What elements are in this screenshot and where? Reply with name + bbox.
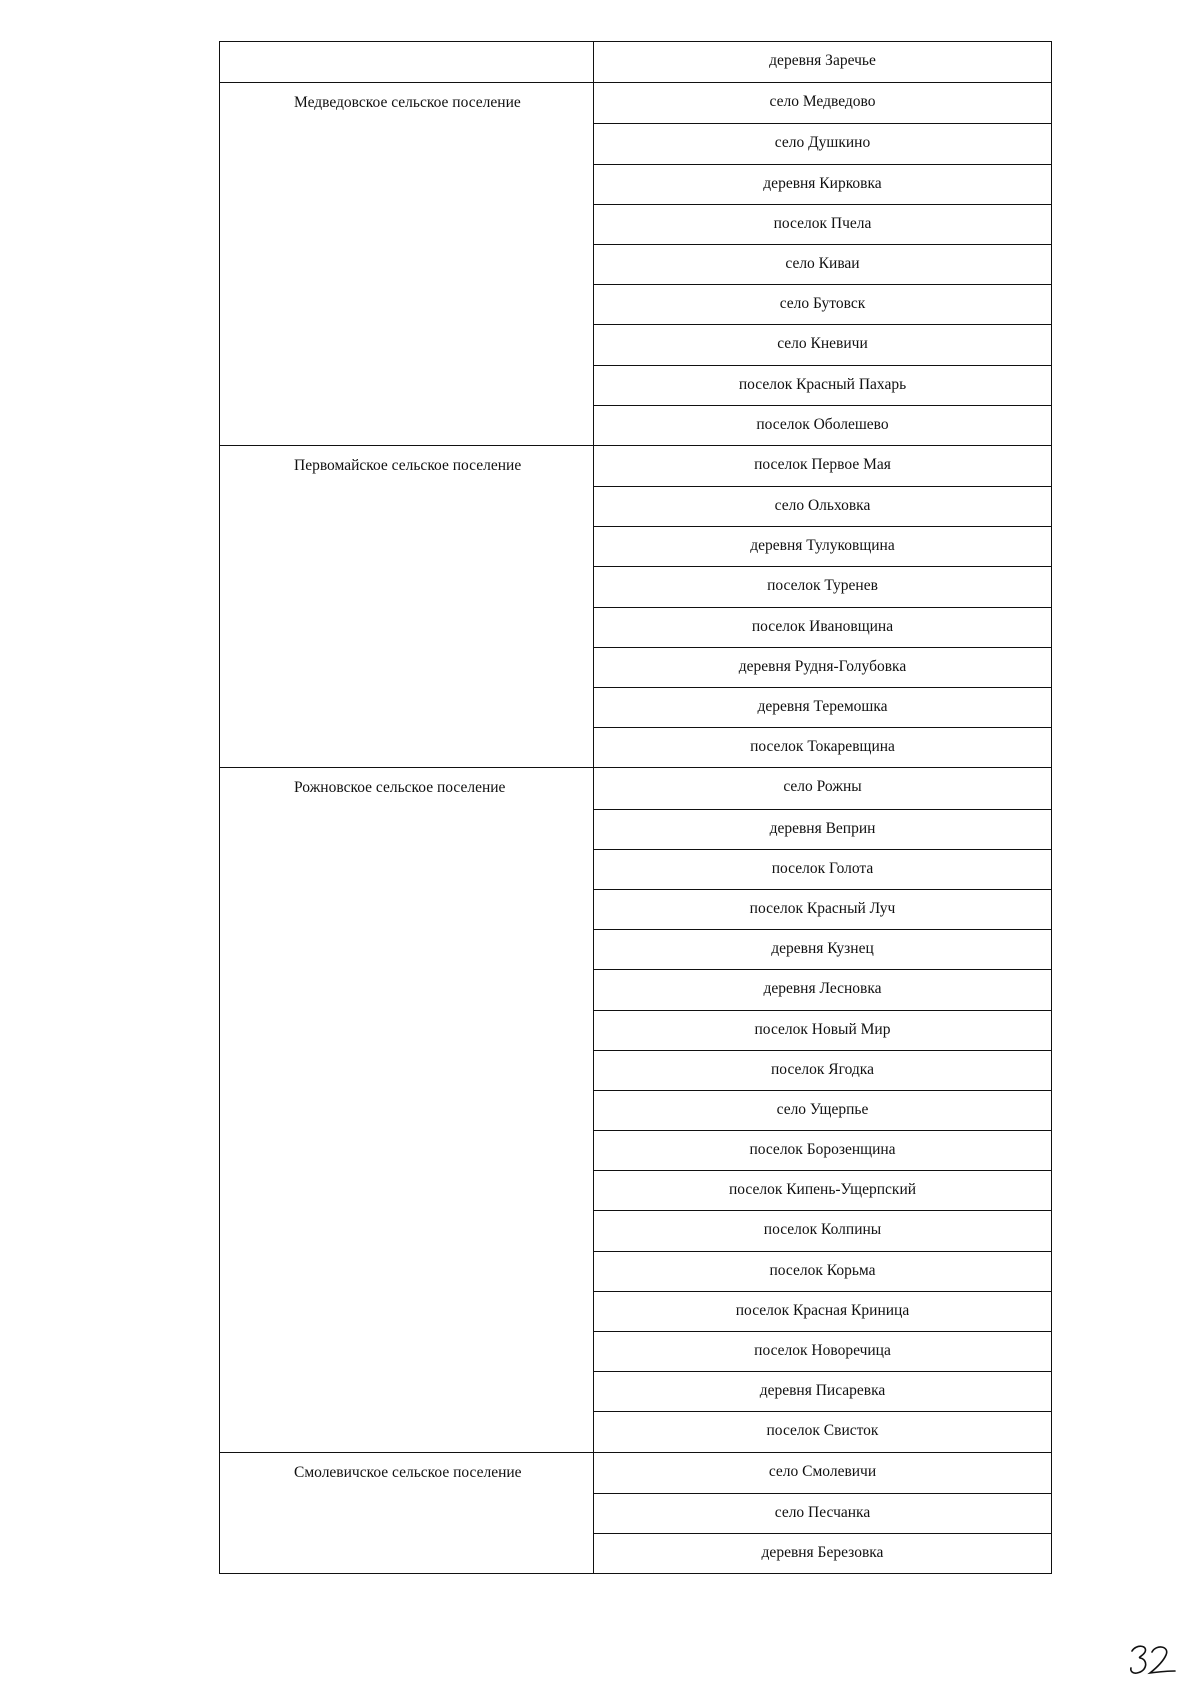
- table-block: [219, 767, 1052, 1451]
- settlement-cell: [220, 42, 594, 82]
- locality-cell: поселок Токаревщина: [594, 727, 1051, 767]
- locality-cell: поселок Корьма: [594, 1251, 1051, 1291]
- locality-cell: село Песчанка: [594, 1493, 1051, 1533]
- locality-cell: поселок Пчела: [594, 204, 1051, 244]
- locality-cell: село Душкино: [594, 123, 1051, 163]
- localities-column: [594, 1453, 1051, 1574]
- locality-cell: деревня Рудня-Голубовка: [594, 647, 1051, 687]
- locality-cell: поселок Кипень-Ущерпский: [594, 1170, 1051, 1210]
- settlement-cell: Смолевичское сельское поселение: [220, 1453, 594, 1574]
- locality-cell: село Бутовск: [594, 284, 1051, 324]
- settlement-cell: Рожновское сельское поселение: [220, 768, 594, 1451]
- table-block: [219, 41, 1052, 82]
- locality-cell: село Рожны: [783, 778, 862, 796]
- handwritten-page-number: [1128, 1640, 1178, 1680]
- locality-cell: поселок Новоречица: [594, 1331, 1051, 1371]
- locality-cell: поселок Красный Луч: [594, 889, 1051, 929]
- locality-cell: поселок Туренев: [594, 566, 1051, 606]
- locality-cell: деревня Заречье: [769, 52, 876, 69]
- locality-cell: деревня Тулуковщина: [594, 526, 1051, 566]
- locality-cell: поселок Первое Мая: [754, 455, 891, 473]
- table-block: [219, 82, 1052, 445]
- locality-cell: поселок Оболешево: [594, 405, 1051, 445]
- locality-cell: деревня Березовка: [594, 1533, 1051, 1573]
- locality-cell: поселок Новый Мир: [594, 1010, 1051, 1050]
- locality-cell: поселок Свисток: [594, 1411, 1051, 1451]
- locality-cell: деревня Кузнец: [594, 929, 1051, 969]
- locality-cell: село Смолевичи: [768, 1462, 877, 1480]
- localities-column: [594, 42, 1051, 82]
- locality-cell: поселок Ягодка: [594, 1050, 1051, 1090]
- locality-cell: поселок Борозенщина: [594, 1130, 1051, 1170]
- locality-cell: деревня Писаревка: [594, 1371, 1051, 1411]
- locality-cell: поселок Ивановщина: [594, 607, 1051, 647]
- locality-cell: село Ущерпье: [594, 1090, 1051, 1130]
- locality-cell: село Ольховка: [594, 486, 1051, 526]
- locality-cell: поселок Голота: [594, 849, 1051, 889]
- locality-cell: село Киваи: [594, 244, 1051, 284]
- table-block: [219, 1452, 1052, 1575]
- settlement-cell: Первомайское сельское поселение: [220, 446, 594, 768]
- locality-cell: деревня Кирковка: [594, 164, 1051, 204]
- localities-column: [594, 83, 1051, 445]
- localities-column: [594, 446, 1051, 768]
- locality-cell: поселок Красный Пахарь: [594, 365, 1051, 405]
- locality-cell: деревня Веприн: [594, 809, 1051, 849]
- settlements-table: [219, 41, 1052, 1574]
- settlement-cell: Медведовское сельское поселение: [220, 83, 594, 445]
- locality-cell: деревня Теремошка: [594, 687, 1051, 727]
- localities-column: [594, 768, 1051, 1451]
- locality-cell: деревня Лесновка: [594, 969, 1051, 1009]
- locality-cell: поселок Красная Криница: [594, 1291, 1051, 1331]
- locality-cell: село Медведово: [769, 93, 876, 111]
- locality-cell: село Кневичи: [594, 324, 1051, 364]
- table-block: [219, 445, 1052, 768]
- locality-cell: поселок Колпины: [594, 1210, 1051, 1250]
